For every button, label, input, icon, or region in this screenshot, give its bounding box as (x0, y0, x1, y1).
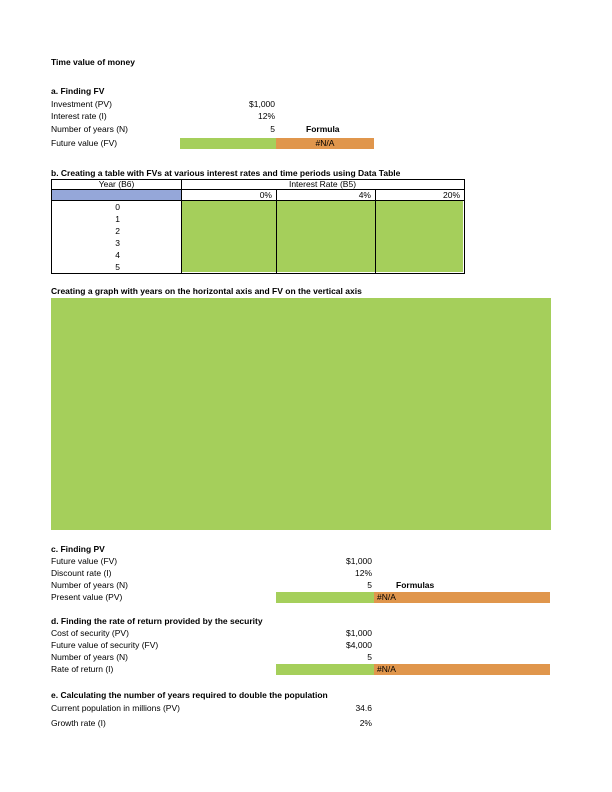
a-value-rate[interactable]: 12% (257, 111, 275, 121)
table-year-cell[interactable]: 1 (115, 214, 120, 224)
c-label-years: Number of years (N) (51, 580, 128, 590)
d-rate-input-cell[interactable] (276, 664, 374, 675)
d-label-years: Number of years (N) (51, 652, 128, 662)
c-formulas-label: Formulas (396, 580, 435, 590)
table-year-cell[interactable]: 2 (115, 226, 120, 236)
c-pv-input-cell[interactable] (276, 592, 374, 603)
table-header-year: Year (B6) (98, 179, 135, 189)
table-year-cell[interactable]: 5 (115, 262, 120, 272)
e-label-rate: Growth rate (I) (51, 718, 106, 728)
e-label-pv: Current population in millions (PV) (51, 703, 180, 713)
d-label-pv: Cost of security (PV) (51, 628, 129, 638)
table-rate-cell[interactable]: 20% (442, 190, 460, 200)
table-result-area[interactable] (376, 201, 463, 272)
section-a-heading: a. Finding FV (51, 86, 105, 96)
table-result-area[interactable] (277, 201, 375, 272)
a-label-fv: Future value (FV) (51, 138, 118, 148)
a-label-pv: Investment (PV) (51, 99, 112, 109)
a-value-pv[interactable]: $1,000 (249, 99, 275, 109)
d-label-rate: Rate of return (I) (51, 664, 114, 674)
section-d-heading: d. Finding the rate of return provided by the security (51, 616, 263, 626)
table-year-cell[interactable]: 4 (115, 250, 120, 260)
section-c-heading: c. Finding PV (51, 544, 105, 554)
a-value-years[interactable]: 5 (270, 124, 275, 134)
c-pv-result-cell[interactable]: #N/A (374, 592, 550, 603)
d-label-fv: Future value of security (FV) (51, 640, 159, 650)
c-value-rate[interactable]: 12% (354, 568, 372, 578)
graph-area[interactable] (51, 298, 551, 530)
table-corner-cell[interactable] (52, 190, 181, 200)
table-result-area[interactable] (182, 201, 276, 272)
a-fv-result-cell[interactable]: #N/A (276, 138, 374, 149)
e-value-rate[interactable]: 2% (359, 718, 372, 728)
a-label-rate: Interest rate (I) (51, 111, 107, 121)
table-year-cell[interactable]: 0 (115, 202, 120, 212)
c-label-fv: Future value (FV) (51, 556, 118, 566)
d-rate-result-cell[interactable]: #N/A (374, 664, 550, 675)
c-value-fv[interactable]: $1,000 (346, 556, 372, 566)
e-value-pv[interactable]: 34.6 (355, 703, 372, 713)
a-fv-input-cell[interactable] (180, 138, 276, 149)
section-e-heading: e. Calculating the number of years required to double the population (51, 690, 328, 700)
table-header-rate: Interest Rate (B5) (288, 179, 357, 189)
a-label-years: Number of years (N) (51, 124, 128, 134)
d-value-fv[interactable]: $4,000 (346, 640, 372, 650)
table-year-cell[interactable]: 3 (115, 238, 120, 248)
c-value-years[interactable]: 5 (367, 580, 372, 590)
graph-heading: Creating a graph with years on the horizontal axis and FV on the vertical axis (51, 286, 362, 296)
d-value-years[interactable]: 5 (367, 652, 372, 662)
c-label-rate: Discount rate (I) (51, 568, 112, 578)
d-value-pv[interactable]: $1,000 (346, 628, 372, 638)
a-formula-label: Formula (306, 124, 340, 134)
section-b-heading: b. Creating a table with FVs at various interest rates and time periods using Data Table (51, 168, 401, 178)
table-rate-cell[interactable]: 4% (358, 190, 371, 200)
page-title: Time value of money (51, 57, 135, 67)
c-label-pv: Present value (PV) (51, 592, 123, 602)
table-rate-cell[interactable]: 0% (259, 190, 272, 200)
